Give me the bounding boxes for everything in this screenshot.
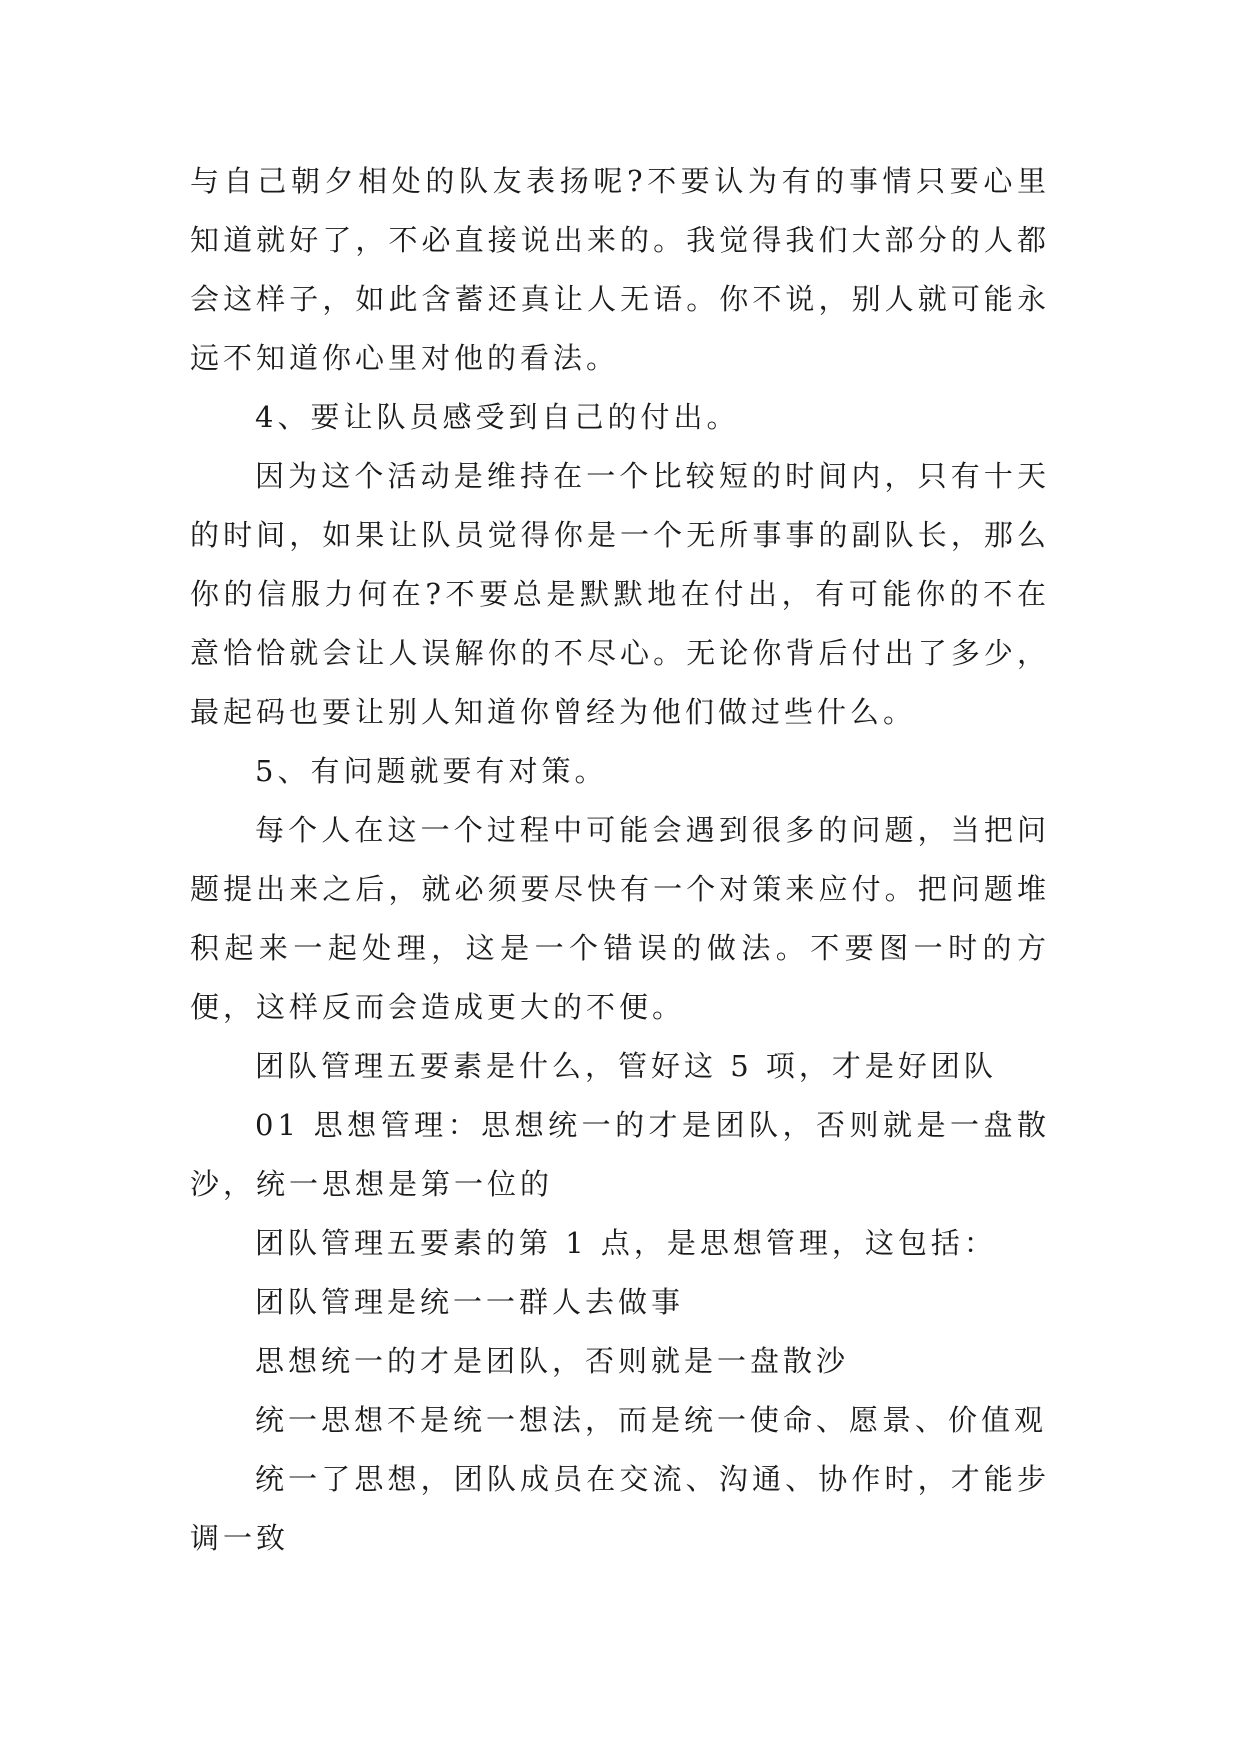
section-heading-4: 4、要让队员感受到自己的付出。 (255, 400, 740, 434)
list-item: 统一了思想，团队成员在交流、沟通、协作时，才能步调一致 (190, 1462, 1050, 1555)
paragraph-continuation: 与自己朝夕相处的队友表扬呢?不要认为有的事情只要心里知道就好了，不必直接说出来的。我觉得我们大部分的人都会这样子，如此含蓄还真让人无语。你不说，别人就可能永远不知道你心里对他的看法。 (190, 164, 1050, 375)
paragraph-section-4: 因为这个活动是维持在一个比较短的时间内，只有十天的时间，如果让队员觉得你是一个无所事事的副队长，那么你的信服力何在?不要总是默默地在付出，有可能你的不在意恰恰就会让人误解你的不尽心。无论你背后付出了多少，最起码也要让别人知道你曾经为他们做过些什么。 (190, 459, 1050, 729)
article-title: 团队管理五要素是什么，管好这 5 项，才是好团队 (255, 1049, 997, 1083)
section-heading-5: 5、有问题就要有对策。 (255, 754, 608, 788)
list-item: 团队管理是统一一群人去做事 (255, 1285, 685, 1319)
subheading-01: 01 思想管理：思想统一的才是团队，否则就是一盘散沙，统一思想是第一位的 (190, 1108, 1050, 1201)
paragraph-section-5: 每个人在这一个过程中可能会遇到很多的问题，当把问题提出来之后，就必须要尽快有一个对策来应付。把问题堆积起来一起处理，这是一个错误的做法。不要图一时的方便，这样反而会造成更大的不便。 (190, 813, 1050, 1024)
list-item: 思想统一的才是团队，否则就是一盘散沙 (255, 1344, 850, 1378)
document-body (190, 152, 1050, 1568)
list-item: 统一思想不是统一想法，而是统一使命、愿景、价值观 (255, 1403, 1048, 1437)
paragraph-intro: 团队管理五要素的第 1 点，是思想管理，这包括： (255, 1226, 997, 1260)
